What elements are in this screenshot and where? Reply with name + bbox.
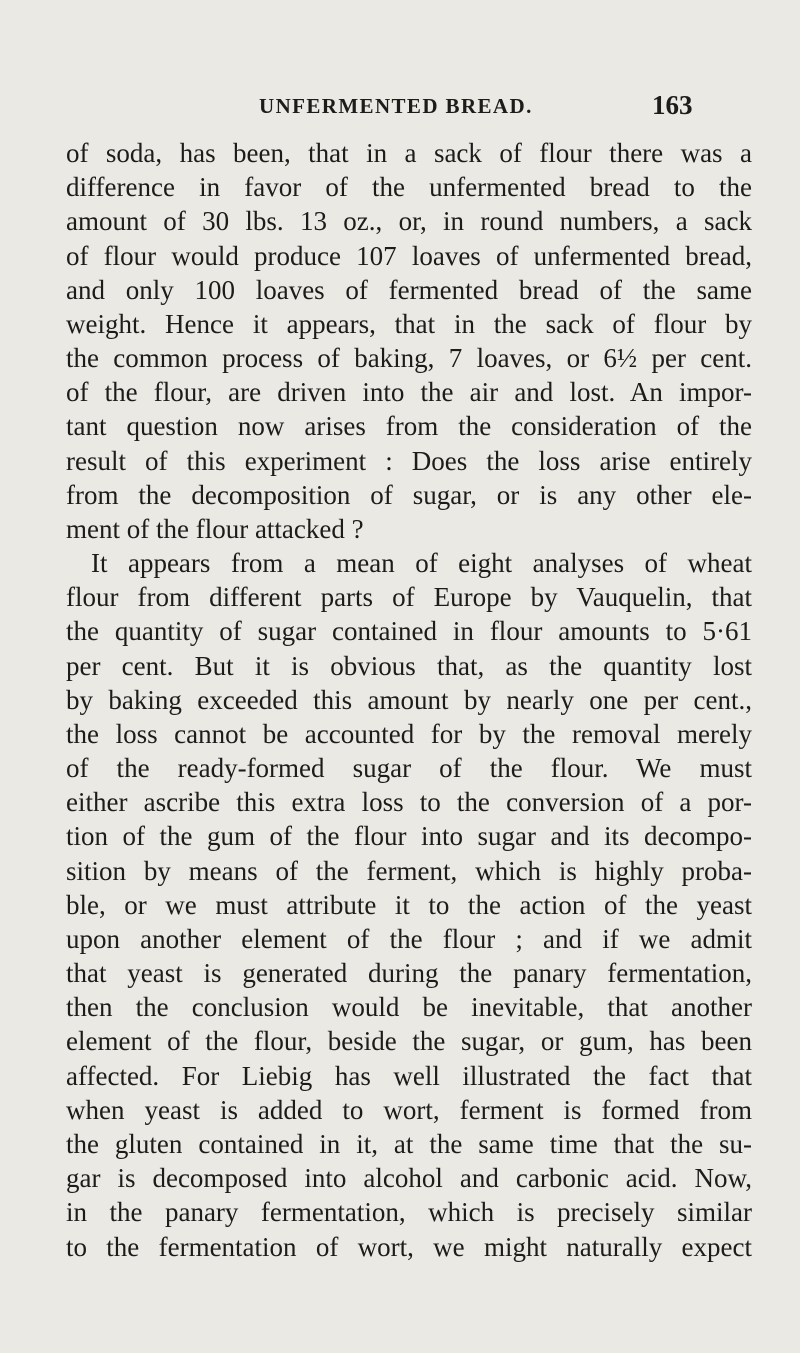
- text-line: when yeast is added to wort, ferment is formed from: [66, 1094, 752, 1125]
- text-line: then the conclusion would be inevitable, that another: [66, 992, 752, 1023]
- text-line: by baking exceeded this amount by nearly one per cent.,: [66, 684, 752, 715]
- text-line: from the decomposition of sugar, or is any other ele-: [66, 479, 752, 510]
- text-line: of soda, has been, that in a sack of flour there was a: [66, 138, 752, 168]
- text-line: result of this experiment : Does the loss arise entirely: [66, 445, 752, 476]
- text-line: in the panary fermentation, which is precisely similar: [66, 1197, 752, 1228]
- text-line: the gluten contained in it, at the same time that the su-: [66, 1128, 752, 1159]
- text-line: per cent. But it is obvious that, as the quantity lost: [66, 650, 752, 681]
- text-line: ble, or we must attribute it to the action of the yeast: [66, 889, 752, 920]
- text-line: affected. For Liebig has well illustrated the fact that: [66, 1060, 752, 1091]
- paragraph-start-line: It appears from a mean of eight analyses of wheat: [91, 548, 752, 579]
- text-line: tant question now arises from the consideration of the: [66, 411, 752, 442]
- text-line: tion of the gum of the flour into sugar and its decompo-: [66, 821, 752, 852]
- text-line: flour from different parts of Europe by Vauquelin, that: [66, 582, 752, 613]
- text-line: upon another element of the flour ; and if we admit: [66, 923, 752, 954]
- text-line: to the fermentation of wort, we might naturally expect: [66, 1231, 752, 1262]
- running-head: [0, 91, 800, 121]
- page-number: 163: [652, 90, 693, 120]
- text-line: sition by means of the ferment, which is highly proba-: [66, 855, 752, 886]
- text-line: of flour would produce 107 loaves of unfermented bread,: [66, 240, 752, 271]
- text-line: ment of the flour attacked ?: [66, 513, 364, 544]
- text-line: the common process of baking, 7 loaves, or 6½ per cent.: [66, 343, 752, 374]
- text-line: the loss cannot be accounted for by the removal merely: [66, 718, 752, 749]
- text-line: difference in favor of the unfermented bread to the: [66, 172, 752, 203]
- text-line: weight. Hence it appears, that in the sack of flour by: [66, 308, 752, 339]
- text-line: either ascribe this extra loss to the conversion of a por-: [66, 787, 752, 818]
- text-line: the quantity of sugar contained in flour amounts to 5·61: [66, 616, 752, 647]
- running-title: UNFERMENTED BREAD.: [259, 94, 533, 118]
- text-line: of the flour, are driven into the air and lost. An impor-: [66, 377, 752, 408]
- text-line: gar is decomposed into alcohol and carbonic acid. Now,: [66, 1163, 752, 1194]
- text-line: and only 100 loaves of fermented bread of the same: [66, 274, 752, 305]
- text-line: of the ready-formed sugar of the flour. We must: [66, 753, 752, 784]
- text-line: element of the flour, beside the sugar, or gum, has been: [66, 1026, 752, 1057]
- body-text: [66, 136, 752, 1264]
- text-line: amount of 30 lbs. 13 oz., or, in round numbers, a sack: [66, 206, 752, 237]
- text-line: that yeast is generated during the panary fermentation,: [66, 958, 752, 989]
